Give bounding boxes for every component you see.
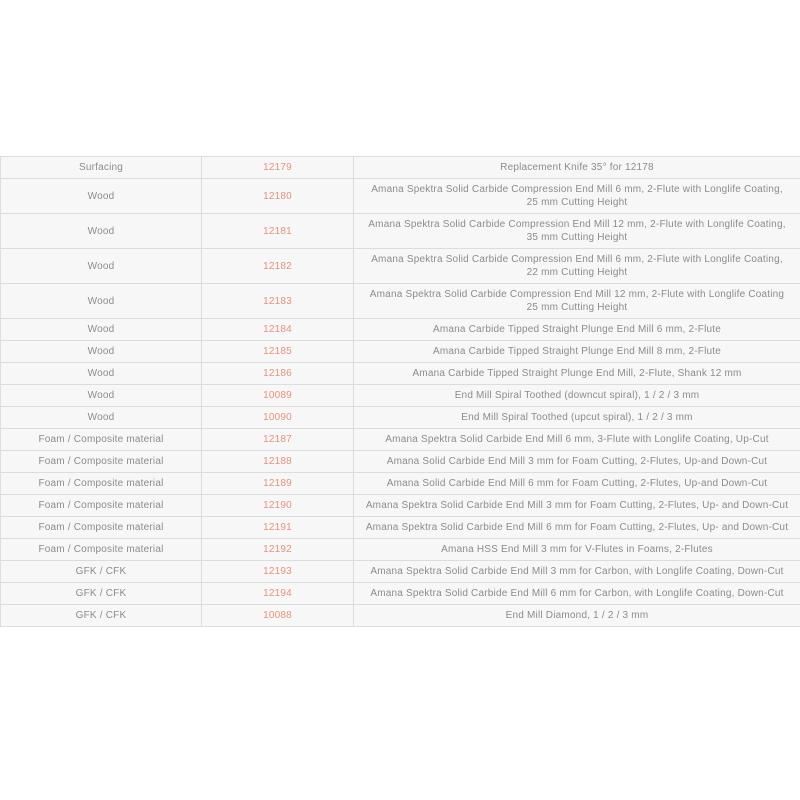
description-cell: Amana Carbide Tipped Straight Plunge End Mill, 2-Flute, Shank 12 mm bbox=[354, 363, 800, 385]
article-number-link[interactable]: 12181 bbox=[202, 214, 354, 249]
material-cell: GFK / CFK bbox=[1, 583, 202, 605]
description-cell: Replacement Knife 35° for 12178 bbox=[354, 157, 800, 179]
table-row bbox=[1, 284, 800, 319]
description-cell: Amana Solid Carbide End Mill 3 mm for Foam Cutting, 2-Flutes, Up-and Down-Cut bbox=[354, 451, 800, 473]
table-row bbox=[1, 249, 800, 284]
description-cell: Amana Spektra Solid Carbide End Mill 3 mm for Carbon, with Longlife Coating, Down-Cut bbox=[354, 561, 800, 583]
table-row bbox=[1, 451, 800, 473]
description-cell: End Mill Spiral Toothed (downcut spiral), 1 / 2 / 3 mm bbox=[354, 385, 800, 407]
description-cell: Amana Spektra Solid Carbide Compression End Mill 12 mm, 2-Flute with Longlife Coating, 35 mm Cutting Height bbox=[354, 214, 800, 249]
article-number-link[interactable]: 10090 bbox=[202, 407, 354, 429]
article-number-link[interactable]: 12192 bbox=[202, 539, 354, 561]
description-cell: Amana HSS End Mill 3 mm for V-Flutes in Foams, 2-Flutes bbox=[354, 539, 800, 561]
product-table-body bbox=[1, 157, 800, 627]
material-cell: Wood bbox=[1, 363, 202, 385]
material-cell: Wood bbox=[1, 284, 202, 319]
table-row bbox=[1, 539, 800, 561]
description-cell: Amana Spektra Solid Carbide End Mill 6 mm for Foam Cutting, 2-Flutes, Up- and Down-Cut bbox=[354, 517, 800, 539]
article-number-link[interactable]: 12185 bbox=[202, 341, 354, 363]
article-number-link[interactable]: 10088 bbox=[202, 605, 354, 627]
article-number-link[interactable]: 12194 bbox=[202, 583, 354, 605]
article-number-link[interactable]: 12191 bbox=[202, 517, 354, 539]
table-row bbox=[1, 179, 800, 214]
table-row bbox=[1, 517, 800, 539]
description-cell: Amana Spektra Solid Carbide Compression End Mill 6 mm, 2-Flute with Longlife Coating, 25 mm Cutting Height bbox=[354, 179, 800, 214]
table-row bbox=[1, 341, 800, 363]
material-cell: Wood bbox=[1, 341, 202, 363]
article-number-link[interactable]: 12189 bbox=[202, 473, 354, 495]
description-cell: Amana Spektra Solid Carbide Compression End Mill 12 mm, 2-Flute with Longlife Coating 25 mm Cutting Height bbox=[354, 284, 800, 319]
material-cell: Foam / Composite material bbox=[1, 451, 202, 473]
article-number-link[interactable]: 12179 bbox=[202, 157, 354, 179]
table-row bbox=[1, 385, 800, 407]
product-table bbox=[0, 156, 800, 627]
article-number-link[interactable]: 12193 bbox=[202, 561, 354, 583]
material-cell: Foam / Composite material bbox=[1, 539, 202, 561]
material-cell: Wood bbox=[1, 385, 202, 407]
article-number-link[interactable]: 10089 bbox=[202, 385, 354, 407]
table-row bbox=[1, 561, 800, 583]
material-cell: Foam / Composite material bbox=[1, 429, 202, 451]
article-number-link[interactable]: 12187 bbox=[202, 429, 354, 451]
table-row bbox=[1, 363, 800, 385]
description-cell: Amana Carbide Tipped Straight Plunge End Mill 6 mm, 2-Flute bbox=[354, 319, 800, 341]
table-row bbox=[1, 157, 800, 179]
table-row bbox=[1, 473, 800, 495]
article-number-link[interactable]: 12190 bbox=[202, 495, 354, 517]
article-number-link[interactable]: 12183 bbox=[202, 284, 354, 319]
material-cell: GFK / CFK bbox=[1, 605, 202, 627]
material-cell: GFK / CFK bbox=[1, 561, 202, 583]
description-cell: Amana Spektra Solid Carbide End Mill 3 mm for Foam Cutting, 2-Flutes, Up- and Down-Cut bbox=[354, 495, 800, 517]
article-number-link[interactable]: 12188 bbox=[202, 451, 354, 473]
table-row bbox=[1, 583, 800, 605]
article-number-link[interactable]: 12180 bbox=[202, 179, 354, 214]
table-row bbox=[1, 495, 800, 517]
article-number-link[interactable]: 12184 bbox=[202, 319, 354, 341]
material-cell: Surfacing bbox=[1, 157, 202, 179]
description-cell: Amana Spektra Solid Carbide Compression End Mill 6 mm, 2-Flute with Longlife Coating, 22 mm Cutting Height bbox=[354, 249, 800, 284]
description-cell: End Mill Spiral Toothed (upcut spiral), 1 / 2 / 3 mm bbox=[354, 407, 800, 429]
table-row bbox=[1, 319, 800, 341]
article-number-link[interactable]: 12186 bbox=[202, 363, 354, 385]
description-cell: Amana Solid Carbide End Mill 6 mm for Foam Cutting, 2-Flutes, Up-and Down-Cut bbox=[354, 473, 800, 495]
table-row bbox=[1, 214, 800, 249]
article-number-link[interactable]: 12182 bbox=[202, 249, 354, 284]
material-cell: Foam / Composite material bbox=[1, 517, 202, 539]
table-row bbox=[1, 407, 800, 429]
table-row bbox=[1, 605, 800, 627]
product-table-container bbox=[0, 156, 800, 627]
material-cell: Foam / Composite material bbox=[1, 473, 202, 495]
description-cell: Amana Carbide Tipped Straight Plunge End Mill 8 mm, 2-Flute bbox=[354, 341, 800, 363]
material-cell: Wood bbox=[1, 214, 202, 249]
table-row bbox=[1, 429, 800, 451]
description-cell: Amana Spektra Solid Carbide End Mill 6 mm, 3-Flute with Longlife Coating, Up-Cut bbox=[354, 429, 800, 451]
material-cell: Wood bbox=[1, 319, 202, 341]
description-cell: Amana Spektra Solid Carbide End Mill 6 mm for Carbon, with Longlife Coating, Down-Cut bbox=[354, 583, 800, 605]
description-cell: End Mill Diamond, 1 / 2 / 3 mm bbox=[354, 605, 800, 627]
material-cell: Wood bbox=[1, 407, 202, 429]
material-cell: Wood bbox=[1, 179, 202, 214]
material-cell: Foam / Composite material bbox=[1, 495, 202, 517]
material-cell: Wood bbox=[1, 249, 202, 284]
